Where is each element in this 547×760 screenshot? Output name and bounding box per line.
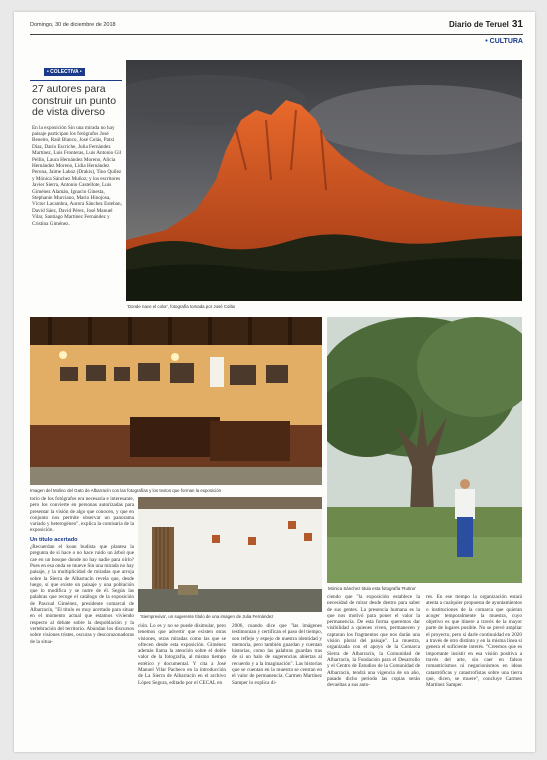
caption-photo-gallery-interior: Imagen del Molino del Gato de Albarracín con las fotografías y los textos que forman la exposición — [30, 488, 222, 493]
sidebar-title: 27 autores para construir un punto de vista diverso — [32, 83, 117, 118]
caption-photo-tree-rutina: Mónica Sánchez titula esta fotografía 'Rutina' — [328, 586, 416, 591]
photo-tree-rutina-image — [327, 317, 522, 583]
article-column-5-text: res. En ese tiempo la organización estará atenta a cualquier propuesta de ayuntamientos o instituciones de la comarca que quieran acoger temporalmente la muestra, cuyo objetivo es que itinere a través de la mayor parte de lugares posible. No se prevé ampliar el proyecto, pero sí darle continuidad en 2020 a través de otro distinto y en la misma línea si genera el suficiente interés. "Creemos que es importante insistir en esa visión positiva a través del arte, sin caer en falsos romanticismos ni negacionismos en ideas catastróficas y catastrofistas sobre una tierra que, dicen, se muere", concluye Carmen Martínez Samper. — [426, 594, 522, 689]
photo-red-rocks-image — [126, 60, 522, 301]
sidebar-body: En la exposición Sin una mirada no hay paisaje participan los fotógrafos José Beneito, Raúl Blanco, José Colás, Patxi Díaz, Darío Escriche, Julia Fernández Martínez, Luis Fronteras, Luis Antonio Gil Pellín, Laura Hernández Moreno, Alicia Hernández Moreno, Lidia Hernández Perona, Jaime Lahoz (Drakis), Tino Quílez y Mónica Sánchez Muñoz; y los escritores Javier Sierra, Antonio Castellote, Luis Giménez Alamán, Ignacio Ginesta, Stephanie Murciano, Mario Hinojosa, Víctor Lacambra, Aurora Sánchez Esteban, David Sáez, David Pérez, José Manuel Vilar, Santiago Martínez Fernández y Cristina Giménez. — [32, 124, 122, 227]
article-column-2 — [138, 623, 226, 686]
page-date: Domingo, 30 de diciembre de 2018 — [30, 22, 116, 28]
photo-siempreviva — [138, 497, 322, 612]
header-rule — [30, 34, 523, 35]
newspaper-page — [14, 12, 535, 752]
article-column-4-text: ciendo que "la exposición establece la necesidad de mirar desde dentro para saber de sus gentes. La presencia humana es la que nos motivó para poner el valor la permanencia. De esta forma queremos dar visibilidad a quienes viven, permanecen y capturan los fragmentos que nos darán una visión plural del paisaje". La muestra, organizada con el apoyo de la Comarca Sierra de Albarracín, la Comunidad de Albarracín, la Fundación para el Desarrollo y el Centro de Estudios de la Comunidad de Albarracín, tendrá una vigencia de un año, pasado dicho periodo las copias serán devueltas a sus auto- — [327, 594, 420, 689]
photo-siempreviva-image — [138, 497, 322, 612]
sidebar-rule — [30, 80, 122, 81]
article-column-3 — [232, 623, 322, 686]
caption-photo-siempreviva: 'Siempreviva', un sugerente título de una imagen de Julia Fernández — [140, 614, 274, 619]
page-number: 31 — [511, 19, 523, 30]
article-column-1-bottom: ¿Recuerdan el koan budista que plantea la pregunta de si hace o no hace ruido un árbol que cae en un bosque donde no hay nadie para oírlo? Pues en esa onda se mueve Sin una mirada no hay paisaje, y la multiplicidad de miradas que arroja sobre la Sierra de Albarracín revela que, desde luego, sí que existe un paisaje y una población que lo modifica y se nutre de él. Según las palabras que recoge el catálogo de la exposición de Pascual Giménez, presidente comarcal de Albarracín, "El título es muy acertado para situar en el momento actual que estamos viviendo respecto al debate sobre la despoblación y la vertebración del territorio. Abundan los discursos sobre visiones tristes, oscuras y descorazonadoras de la situa- — [30, 544, 135, 645]
sidebar-tag: • COLECTIVA • — [44, 68, 85, 76]
article-column-1-top: torio de los fotógrafos era necesaria e interesante, pero los convierte en personas autorizadas para presentar la visión de algo que conocen, y que en conjunto nos permite observar un panorama variado y heterogéneo", explica la comisaria de la exposición. — [30, 496, 134, 534]
photo-red-rocks — [126, 60, 522, 301]
photo-gallery-interior — [30, 317, 322, 485]
sidebar-box — [30, 60, 122, 227]
section-label: • CULTURA — [485, 38, 523, 45]
caption-photo-red-rocks: 'Donde nace el color', fotografía tomada por José Colás — [127, 304, 236, 309]
article-column-5 — [426, 594, 522, 688]
photo-tree-rutina — [327, 317, 522, 583]
article-column-2-text: ción. Lo es y no se puede disimular, pero tenemos que advertir que existen otras visiones, otras miradas como las que se ofrecen desde esta exposición. Giménez además llama la atención sobre el doble valor de la fotografía, al mismo tiempo estético y documental. Y cita a José Manuel Vilar Pacheco en la introducción de La Sierra de Albarracín en el archivo López Segura, editado por el CECAL en — [138, 623, 226, 686]
publication-name: Diario de Teruel — [449, 20, 509, 29]
photo-gallery-interior-image — [30, 317, 322, 485]
article-column-1 — [30, 496, 134, 645]
article-subhead: Un título acertado — [30, 536, 78, 543]
article-column-4 — [327, 594, 420, 688]
article-column-3-text: 2006, cuando dice que "las imágenes testimonian y certifican el paso del tiempo, son reflejo y espejo de nuestra identidad y memoria, pero también guardan y cuentan historias, como las palabras guardan tras de sí un halo de sugerencias abiertas al recuerdo y a la imaginación". Las historias que se cuentan en la muestra se centran en el valor de permanencia. Carmen Martínez Samper lo explica di- — [232, 623, 322, 686]
publication-masthead — [449, 19, 523, 30]
